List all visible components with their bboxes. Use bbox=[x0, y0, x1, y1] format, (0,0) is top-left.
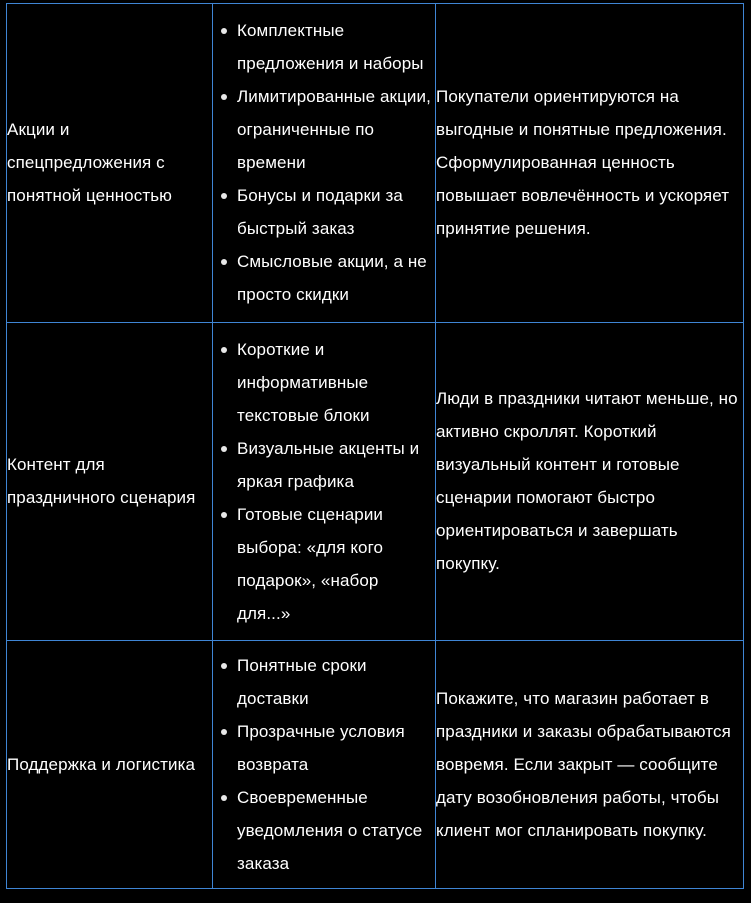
list-item: Визуальные акценты и яркая графика bbox=[237, 432, 435, 498]
list-item: Комплектные предложения и наборы bbox=[237, 14, 435, 80]
bullets-cell bbox=[213, 641, 436, 889]
list-item: Бонусы и подарки за быстрый заказ bbox=[237, 179, 435, 245]
table-row bbox=[7, 4, 744, 323]
rationale-text: Покупатели ориентируются на выгодные и понятные предложения. Сформулированная ценность повышает вовлечённость и ускоряет принятие решения. bbox=[436, 87, 730, 239]
rationale-cell bbox=[436, 322, 744, 641]
list-item: Смысловые акции, а не просто скидки bbox=[237, 245, 435, 311]
list-item: Понятные сроки доставки bbox=[237, 649, 435, 715]
topic-text: Поддержка и логистика bbox=[7, 755, 196, 774]
bullet-list bbox=[213, 333, 435, 630]
recommendation-table-container bbox=[6, 3, 743, 889]
bullets-cell bbox=[213, 322, 436, 641]
table-row bbox=[7, 322, 744, 641]
bullets-cell bbox=[213, 4, 436, 323]
recommendation-table bbox=[6, 3, 744, 889]
list-item: Короткие и информативные текстовые блоки bbox=[237, 333, 435, 432]
topic-cell bbox=[7, 322, 213, 641]
list-item: Своевременные уведомления о статусе заказа bbox=[237, 781, 435, 880]
topic-text: Акции и спецпредложения с понятной ценностью bbox=[7, 120, 173, 206]
rationale-cell bbox=[436, 641, 744, 889]
rationale-text: Покажите, что магазин работает в праздники и заказы обрабатываются вовремя. Если закрыт — сообщите дату возобновления работы, чтобы клиент мог спланировать покупку. bbox=[436, 689, 731, 840]
list-item: Прозрачные условия возврата bbox=[237, 715, 435, 781]
bullet-list bbox=[213, 14, 435, 311]
topic-cell bbox=[7, 4, 213, 323]
list-item: Готовые сценарии выбора: «для кого подарок», «набор для...» bbox=[237, 498, 435, 630]
list-item: Лимитированные акции, ограниченные по времени bbox=[237, 80, 435, 179]
bullet-list bbox=[213, 649, 435, 880]
topic-text: Контент для праздничного сценария bbox=[7, 455, 196, 508]
topic-cell bbox=[7, 641, 213, 889]
table-body bbox=[7, 4, 744, 889]
table-row bbox=[7, 641, 744, 889]
rationale-text: Люди в праздники читают меньше, но активно скроллят. Короткий визуальный контент и готовые сценарии помогают быстро ориентироваться и завершать покупку. bbox=[436, 389, 738, 574]
rationale-cell bbox=[436, 4, 744, 323]
